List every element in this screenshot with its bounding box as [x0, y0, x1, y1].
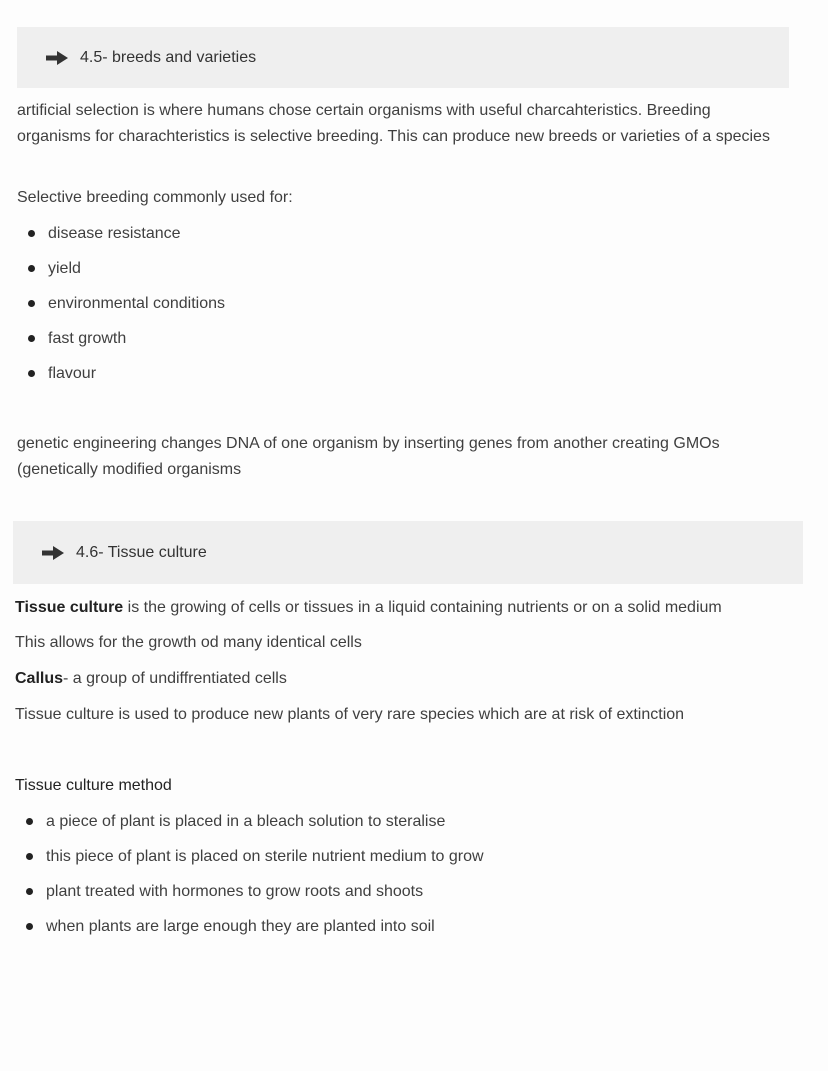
genetic-engineering-paragraph: genetic engineering changes DNA of one organism by inserting genes from another creating GMOs (genetically modified organisms	[17, 435, 720, 478]
section-header-tissue-culture	[13, 521, 803, 584]
method-heading: Tissue culture method	[15, 777, 172, 794]
list-item: disease resistance	[17, 216, 225, 251]
list-item: fast growth	[17, 321, 225, 356]
identical-cells-text: This allows for the growth od many identical cells	[15, 634, 362, 651]
callus-term: Callus	[15, 670, 64, 687]
selective-breeding-uses-list	[17, 216, 225, 391]
tissue-culture-use-text: Tissue culture is used to produce new plants of very rare species which are at risk of extinction	[15, 706, 685, 723]
list-item: a piece of plant is placed in a bleach solution to steralise	[15, 804, 484, 839]
definition-text: is the growing of cells or tissues in a liquid containing nutrients or on a solid medium	[123, 599, 722, 616]
list-item: yield	[17, 251, 225, 286]
list-item: flavour	[17, 356, 225, 391]
callus-text: - a group of undiffrentiated cells	[63, 670, 287, 687]
arrow-right-icon	[42, 546, 64, 560]
list-item: this piece of plant is placed on sterile nutrient medium to grow	[15, 839, 484, 874]
arrow-right-icon	[46, 51, 68, 65]
list-item: environmental conditions	[17, 286, 225, 321]
definition-term: Tissue culture	[15, 599, 124, 616]
section-title: 4.6- Tissue culture	[76, 543, 207, 561]
list-item: when plants are large enough they are planted into soil	[15, 909, 484, 944]
artificial-selection-paragraph: artificial selection is where humans chose certain organisms with useful charcahteristics. Breeding organisms for charachteristics is selective breeding. This can produce new breeds or varieties of a species	[17, 102, 770, 145]
callus-definition	[15, 666, 287, 692]
section-header-breeds	[17, 27, 789, 88]
section-title: 4.5- breeds and varieties	[80, 48, 257, 66]
list-item: plant treated with hormones to grow roots and shoots	[15, 874, 484, 909]
selective-breeding-label: Selective breeding commonly used for:	[17, 189, 293, 206]
method-steps-list	[15, 804, 484, 944]
tissue-culture-definition	[15, 595, 825, 621]
